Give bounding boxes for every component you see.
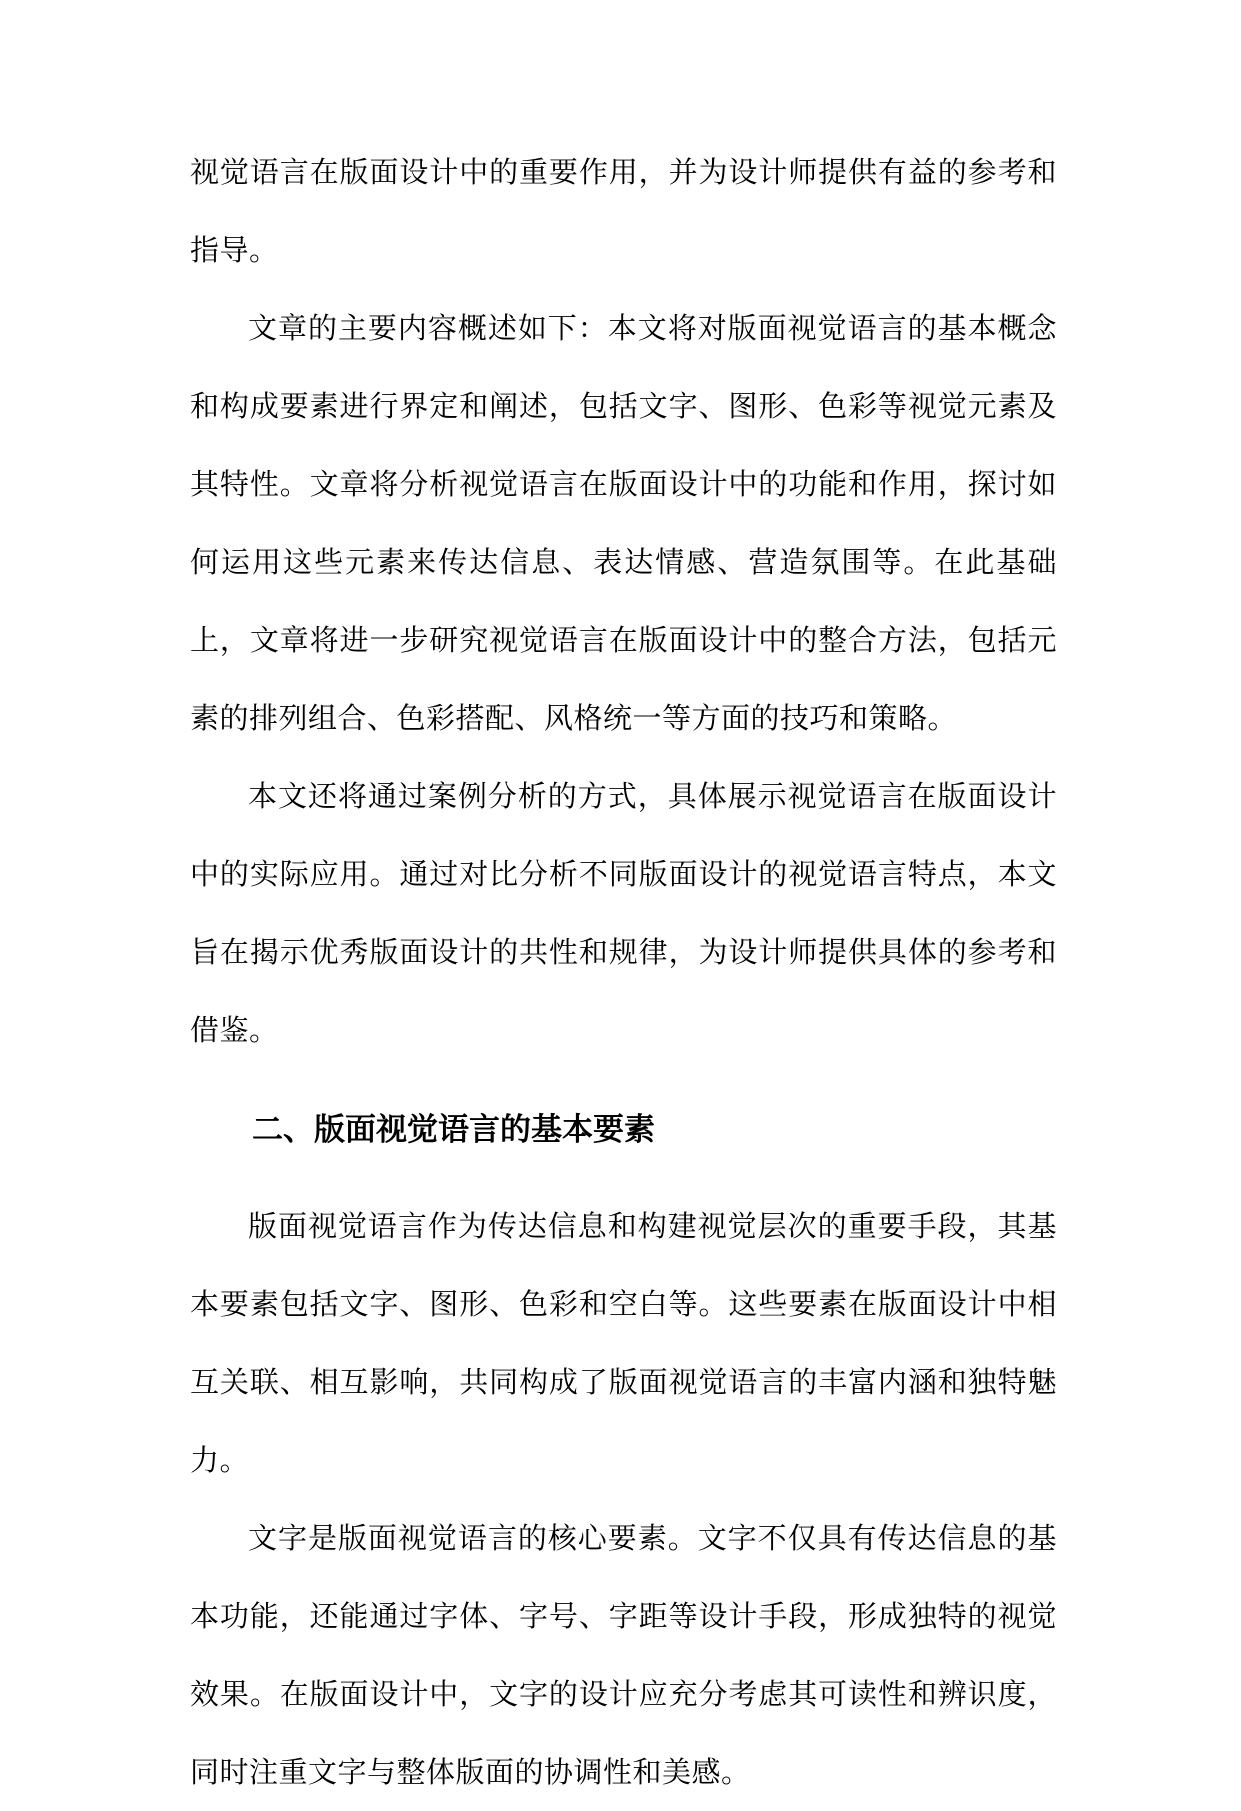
paragraph-case-analysis: 本文还将通过案例分析的方式，具体展示视觉语言在版面设计中的实际应用。通过对比分析不同版面设计的视觉语言特点，本文旨在揭示优秀版面设计的共性和规律，为设计师提供具体的参考和借鉴。 xyxy=(190,779,1057,1047)
paragraph-continuation: 视觉语言在版面设计中的重要作用，并为设计师提供有益的参考和指导。 xyxy=(190,155,1057,267)
section-heading: 二、版面视觉语言的基本要素 xyxy=(252,1112,655,1148)
paragraph-overview: 文章的主要内容概述如下：本文将对版面视觉语言的基本概念和构成要素进行界定和阐述，包括文字、图形、色彩等视觉元素及其特性。文章将分析视觉语言在版面设计中的功能和作用，探讨如何运用这些元素来传达信息、表达情感、营造氛围等。在此基础上，文章将进一步研究视觉语言在版面设计中的整合方法，包括元素的排列组合、色彩搭配、风格统一等方面的技巧和策略。 xyxy=(190,311,1057,735)
paragraph-basic-elements: 版面视觉语言作为传达信息和构建视觉层次的重要手段，其基本要素包括文字、图形、色彩和空白等。这些要素在版面设计中相互关联、相互影响，共同构成了版面视觉语言的丰富内涵和独特魅力。 xyxy=(190,1209,1057,1477)
paragraph-text-element: 文字是版面视觉语言的核心要素。文字不仅具有传达信息的基本功能，还能通过字体、字号、字距等设计手段，形成独特的视觉效果。在版面设计中，文字的设计应充分考虑其可读性和辨识度，同时注重文字与整体版面的协调性和美感。 xyxy=(190,1521,1057,1789)
document-body xyxy=(190,133,1057,1811)
